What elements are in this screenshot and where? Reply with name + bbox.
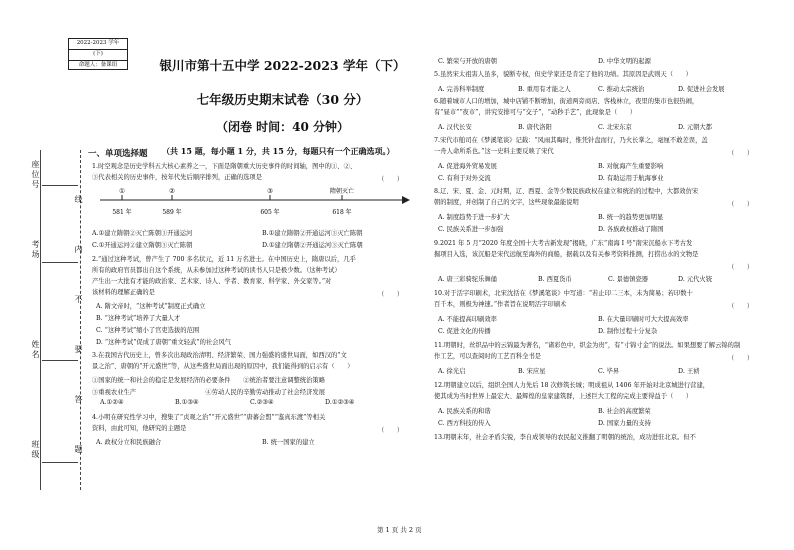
q4-option-c[interactable]: C. 繁荣与开放的唐朝: [438, 58, 497, 65]
q2-line: 所有的政府官员都出自这个系统，从未参加过这种考试的读书人只是极少数。（这种考试）: [92, 267, 341, 274]
q2-option-d[interactable]: D. “这种考试”促成了唐朝“重文轻武”的社会风气: [96, 339, 232, 346]
q11-option-a[interactable]: A. 徐光启: [438, 368, 466, 375]
timeline-year: 605 年: [260, 209, 280, 216]
q4-line: 4.小明在研究性学习中，搜集了“贞观之治”“开元盛世”“唐蕃会盟”“鉴真东渡”等相关: [92, 414, 326, 421]
q9-option-b[interactable]: B. 西夏货币: [538, 276, 572, 283]
q11-answer-paren[interactable]: （ ）: [728, 355, 754, 362]
timeline-marker: ②: [169, 187, 175, 195]
q12-option-a[interactable]: A. 民族关系的和谐: [438, 408, 491, 415]
q3-line: 3.在我国古代历史上，曾多次出现政治清明、经济繁荣、国力强盛的盛世局面，如西汉的“文: [92, 352, 347, 359]
q9-answer-paren[interactable]: （ ）: [728, 264, 754, 271]
q11-line: 作工艺，可以查阅时的工艺百科全书是: [434, 353, 542, 360]
timeline-arrow: [402, 196, 410, 204]
q5-option-a[interactable]: A. 完善科举制度: [438, 86, 485, 93]
q2-line: 该材料的理解正确的是: [92, 289, 155, 296]
q6-option-d[interactable]: D. 元朝大都: [678, 124, 713, 131]
q8-answer-paren[interactable]: （ ）: [728, 201, 754, 208]
header-year: 2022-2023 学年: [69, 39, 127, 50]
q6-line: 有“昼市”“夜市”，讲究安排可与“交子”，“动秒手艺”，此现象是（ ）: [434, 109, 637, 116]
q1-option-c[interactable]: C.①开通运河②建立隋朝③灭亡陈朝: [92, 242, 193, 249]
section1-note: （共 15 题，每小题 1 分，共 15 分，每题只有一个正确选项。）: [162, 146, 395, 156]
q7-line: 一舟人命所系也。”这一史料主要反映了宋代: [434, 148, 554, 155]
q11-line: 11.明朝时，丝织品中的云锦最为著名，“诸彩色中，织金为贵”，有“寸锦寸金”的说法。如果想要了解云锦的制: [434, 342, 741, 349]
q1-option-b[interactable]: B.①建立隋朝②开通运河③灭亡陈朝: [262, 230, 363, 237]
q12-option-c[interactable]: C. 西方科技的传入: [438, 420, 491, 427]
exam-info: （闭卷 时间：40 分钟）: [215, 120, 350, 134]
q8-line: 8.辽、宋、夏、金、元时期，辽、西夏、金等少数民族政权在建立和统治的过程中，大都效仿宋: [434, 188, 699, 195]
class-label: 班级: [31, 440, 40, 460]
q5-line: 5.虽然宋太祖害人虽多，貌断专权，但史学家还是肯定了他的功绩。其原因是武则天（ ）: [434, 71, 692, 78]
q5-option-c[interactable]: C. 推动太宗统治: [598, 86, 645, 93]
header-info-box: [68, 38, 128, 70]
room-underline: [42, 262, 78, 263]
q3-option-b[interactable]: B.①③④: [175, 399, 199, 406]
q3-statement: ①国家的统一和社会的稳定是发展经济的必要条件 ②统治者要注意调整统治策略: [92, 377, 325, 384]
header-author: 命题人：备课组: [78, 62, 118, 69]
q6-option-c[interactable]: C. 北宋东京: [598, 124, 632, 131]
header-term: (下): [69, 50, 127, 61]
q8-line: 朝的制度，并创制了自己的文字，这些现象最能说明: [434, 199, 579, 206]
q10-line: 10.对于活字印刷术，北宋沈括在《梦溪笔谈》中写道：“若止印二三本，未为简易；若印数十: [434, 290, 693, 297]
side-word: 线: [74, 195, 83, 205]
q2-answer-paren[interactable]: （ ）: [378, 291, 404, 298]
binding-line-solid: [40, 150, 41, 490]
q7-option-b[interactable]: B. 对航海产生重要影响: [598, 163, 664, 170]
q7-answer-paren[interactable]: （ ）: [728, 150, 754, 157]
q12-line: 使其成为当时世界上最宏大、最辉煌的皇家建筑群，上述巨大工程的完成主要得益于（ ）: [434, 393, 693, 400]
side-word: 题: [74, 445, 83, 455]
seat-underline: [42, 185, 78, 186]
q1-option-a[interactable]: A.①建立隋朝②灭亡陈朝③开通运河: [92, 230, 193, 237]
q9-option-c[interactable]: C. 景德镇瓷器: [608, 276, 649, 283]
q10-option-a[interactable]: A. 不能提高印刷效率: [438, 316, 497, 323]
q1-timeline: [92, 186, 422, 222]
q5-option-d[interactable]: D. 促进社会发展: [678, 86, 725, 93]
q12-option-d[interactable]: D. 国家力量的支持: [598, 420, 651, 427]
name-underline: [42, 360, 78, 361]
q3-statement: ③重视农业生产 ④劳动人民的辛勤劳动推动了社会经济发展: [92, 389, 325, 396]
q10-option-c[interactable]: C. 促进文化的传播: [438, 328, 491, 335]
q11-option-c[interactable]: C. 毕昇: [598, 368, 620, 375]
timeline-marker: ③: [267, 187, 273, 195]
q13-line: 13.明朝末年，社会矛盾尖锐，李自成领导的农民起义推翻了明朝的统治，成功进驻北京。但不: [434, 434, 696, 441]
q2-option-b[interactable]: B. “这种考试”培养了大量人才: [96, 315, 181, 322]
q1-option-d[interactable]: D.①建立隋朝②开通运河③灭亡陈朝: [262, 242, 363, 249]
q6-option-b[interactable]: B. 唐代洛阳: [518, 124, 552, 131]
q2-option-c[interactable]: C. “这种考试”缩小了官吏选拔的范围: [96, 327, 200, 334]
q10-option-d[interactable]: D. 制作过程十分复杂: [598, 328, 658, 335]
q8-option-d[interactable]: D. 各族政权推动了隋国: [598, 226, 664, 233]
q10-option-b[interactable]: B. 在大量印刷时可大大提高效率: [598, 316, 689, 323]
q4-answer-paren[interactable]: （ ）: [378, 427, 404, 434]
section1-title: 一、单项选择题: [88, 149, 148, 159]
q1-line: 1.时空观念是历史学科五大核心素养之一，下面是隋朝重大历史事件的时间轴，图中的①、②、: [92, 163, 357, 170]
q9-option-a[interactable]: A. 唐三彩骑驼乐舞俑: [438, 276, 497, 283]
q4-option-a[interactable]: A. 政权分立和民族融合: [96, 439, 162, 446]
q3-option-c[interactable]: C.②③④: [250, 399, 274, 406]
q8-option-c[interactable]: C. 民族关系进一步加强: [438, 226, 504, 233]
q7-option-d[interactable]: D. 有助运用于航海事业: [598, 175, 664, 182]
exam-subtitle: 七年级历史期末试卷（30 分）: [196, 92, 369, 107]
side-word: 不: [74, 295, 83, 305]
class-underline: [42, 462, 78, 463]
q12-line: 12.明朝建立以后，组织全国人力先后 18 次修筑长城；明成祖从 1406 年开始对北京城进行营建，: [434, 382, 710, 389]
q1-answer-paren[interactable]: （ ）: [378, 176, 404, 183]
q7-option-c[interactable]: C. 有利于对外交流: [438, 175, 491, 182]
q4-line: 资料，由此可知，他研究的主题是: [92, 425, 187, 432]
q2-line: 产生出一大批有才能的政治家、艺术家、诗人、学者、教育家、科学家、外交家等。”对: [92, 278, 332, 285]
timeline-marker: ①: [119, 187, 125, 195]
q3-line: 景之治”、唐朝的“开元盛世”等，从这些盛世局面出现的原因中，我们能得到的启示有（ ）: [92, 363, 354, 370]
seat-number-label: 座位号: [31, 160, 40, 190]
side-word: 答: [74, 395, 83, 405]
name-label: 姓名: [31, 340, 40, 360]
q10-answer-paren[interactable]: （ ）: [728, 303, 754, 310]
q5-option-b[interactable]: B. 重用有才能之人: [518, 86, 571, 93]
q9-line: 掘项目入选，该沉船是宋代远航至海外的商船，据载以及有关参考资料推测，打捞出水的文物是: [434, 251, 699, 258]
q11-option-d[interactable]: D. 王祯: [678, 368, 700, 375]
q12-option-b[interactable]: B. 社会的高度繁荣: [598, 408, 651, 415]
q4-option-d[interactable]: D. 中华文明的起源: [598, 58, 651, 65]
side-word: 内: [74, 245, 83, 255]
q4-option-b[interactable]: B. 统一国家的建立: [262, 439, 315, 446]
q7-line: 7.宋代市舶司在《梦溪笔谈》记载：“风雨其晦时，惟凭针盘而行，乃火长掌之，毫厘不敢差误，盖: [434, 137, 708, 144]
timeline-year: 589 年: [162, 209, 182, 216]
q3-option-a[interactable]: A.①②④: [100, 399, 124, 406]
q1-line: ③代表相关的历史事件，按年代先后顺序排列，正确的选项是: [92, 174, 263, 181]
timeline-year: 581 年: [112, 209, 132, 216]
q8-option-b[interactable]: B. 统一的趋势更加明显: [598, 214, 664, 221]
exam-title: 银川市第十五中学 2022-2023 学年（下）: [159, 58, 406, 73]
q10-line: 百千本，则极为神速。”作者旨在说明活字印刷术: [434, 301, 567, 308]
q6-line: 6.随着城市人口的增加，城中店铺不断增加，街道两旁商店、客栈林立，夜里的集市也很热闹，: [434, 98, 699, 105]
q8-option-a[interactable]: A. 制度趋势于进一步扩大: [438, 214, 510, 221]
q3-option-d[interactable]: D.①②③④: [325, 399, 355, 406]
q11-option-b[interactable]: B. 宋应星: [518, 368, 546, 375]
page-footer: 第 1 页 共 2 页: [377, 526, 422, 534]
side-word: 要: [74, 345, 83, 355]
timeline-year: 618 年: [332, 209, 352, 216]
q7-option-a[interactable]: A. 促进海外贸易发展: [438, 163, 497, 170]
q2-option-a[interactable]: A. 隋文帝时，“这种考试”制度正式确立: [96, 303, 206, 310]
timeline-label: 隋朝灭亡: [329, 188, 355, 195]
q2-line: 2.“通过这种考试，曾产生了 700 多名状元，近 11 万名进士。在中国历史上，隋唐以后，几乎: [92, 256, 356, 263]
exam-room-label: 考场: [31, 240, 40, 260]
q6-option-a[interactable]: A. 汉代长安: [438, 124, 472, 131]
q9-option-d[interactable]: D. 元代火铳: [678, 276, 713, 283]
q9-line: 9.2021 年 5 月“2020 年度全国十大考古新发现”揭晓，广东“南海 I 号”南宋沉船水下考古发: [434, 240, 693, 247]
